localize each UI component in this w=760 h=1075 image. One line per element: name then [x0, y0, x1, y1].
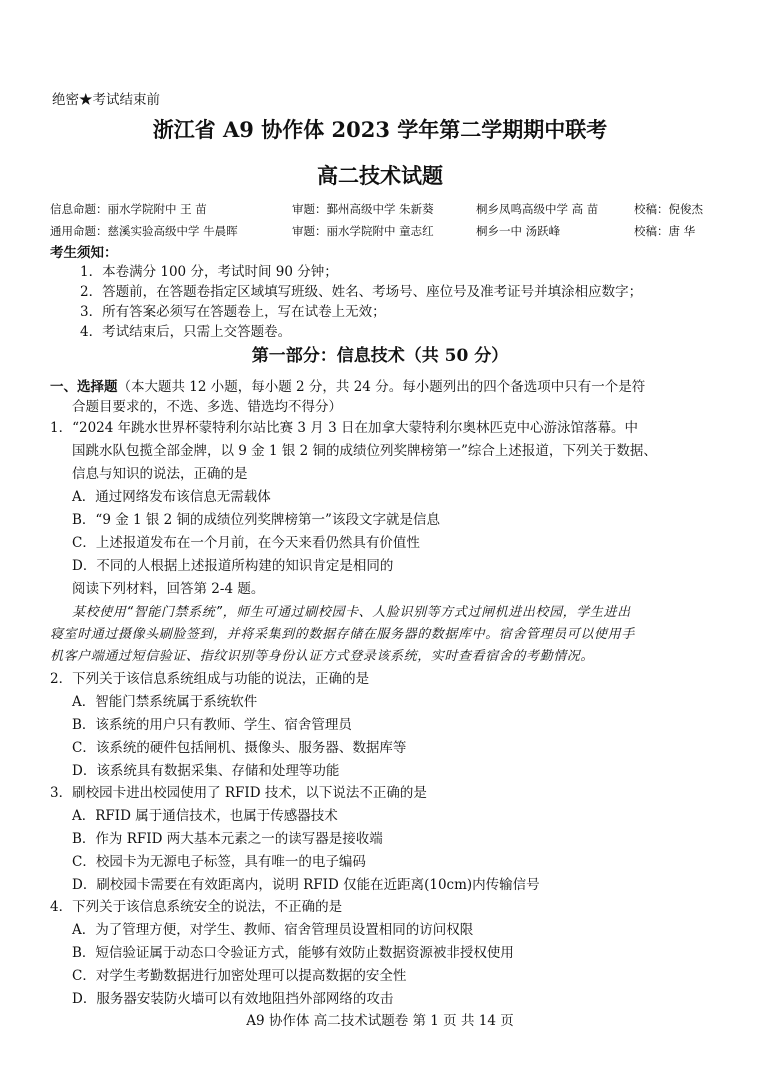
q3-option-a: A．RFID 属于通信技术，也属于传感器技术	[72, 808, 338, 824]
confidential-mark: 绝密★考试结束前	[52, 92, 160, 108]
q2-option-b: B．该系统的用户只有教师、学生、宿舍管理员	[72, 717, 352, 733]
exam-subtitle: 高二技术试题	[317, 163, 443, 188]
exam-title: 浙江省 A9 协作体 2023 学年第二学期期中联考	[152, 117, 608, 142]
notice-heading: 考生须知：	[50, 245, 118, 261]
section-heading	[50, 375, 645, 395]
material-line: 寝室时通过摄像头刷脸签到，并将采集到的数据存储在服务器的数据库中。宿舍管理员可以使用手	[50, 627, 635, 642]
q3-stem: 3．刷校园卡进出校园使用了 RFID 技术，以下说法不正确的是	[50, 785, 427, 801]
q1-stem: 1．“2024 年跳水世界杯蒙特利尔站比赛 3 月 3 日在加拿大蒙特利尔奥林匹克中心游泳馆落幕。中	[50, 420, 638, 436]
q4-option-b: B．短信验证属于动态口令验证方式，能够有效防止数据资源被非授权使用	[72, 945, 514, 961]
q4-option-a: A．为了管理方便，对学生、教师、宿舍管理员设置相同的访问权限	[72, 922, 474, 938]
credit-r1-b: 审题：鄞州高级中学 朱新葵	[292, 202, 434, 216]
q1-option-a: A．通过网络发布该信息无需载体	[72, 489, 271, 505]
q2-option-d: D．该系统具有数据采集、存储和处理等功能	[72, 763, 340, 779]
notice-item: 1．本卷满分 100 分，考试时间 90 分钟；	[80, 264, 338, 280]
part-title: 第一部分：信息技术（共 50 分）	[251, 346, 509, 366]
q1-stem: 国跳水队包揽全部金牌，以 9 金 1 银 2 铜的成绩位列奖牌榜第一”综合上述报道，下列关于数据、	[72, 443, 657, 459]
notice-item: 3．所有答案必须写在答题卷上，写在试卷上无效；	[80, 304, 386, 320]
page-footer: A9 协作体 高二技术试题卷 第 1 页 共 14 页	[246, 1013, 514, 1029]
credit-r1-a: 信息命题：丽水学院附中 王 苗	[50, 202, 207, 216]
credit-r2-d: 校稿：唐 华	[634, 224, 696, 238]
q1-stem: 信息与知识的说法，正确的是	[72, 466, 248, 482]
q4-option-d: D．服务器安装防火墙可以有效地阻挡外部网络的攻击	[72, 991, 394, 1007]
material-line: 机客户端通过短信验证、指纹识别等身份认证方式登录该系统，实时查看宿舍的考勤情况。	[50, 649, 595, 664]
q1-option-d: D．不同的人根据上述报道所构建的知识肯定是相同的	[72, 558, 394, 574]
q2-stem: 2．下列关于该信息系统组成与功能的说法，正确的是	[50, 671, 370, 687]
material-line: 某校使用“智能门禁系统”，师生可通过刷校园卡、人脸识别等方式过闸机进出校园，学生进出	[72, 605, 631, 620]
q3-option-d: D．刷校园卡需要在有效距离内，说明 RFID 仅能在近距离(10cm)内传输信号	[72, 877, 540, 893]
q3-option-b: B．作为 RFID 两大基本元素之一的读写器是接收端	[72, 831, 383, 847]
credit-r2-c: 桐乡一中 汤跃峰	[476, 224, 561, 238]
credit-r1-d: 校稿：倪俊杰	[634, 202, 703, 216]
section-desc-cont: 合题目要求的，不选、多选、错选均不得分）	[72, 399, 342, 415]
q1-option-c: C．上述报道发布在一个月前，在今天来看仍然具有价值性	[72, 535, 420, 551]
notice-item: 2．答题前，在答题卷指定区域填写班级、姓名、考场号、座位号及准考证号并填涂相应数字；	[80, 284, 643, 300]
credit-r2-a: 通用命题：慈溪实验高级中学 牛晨晖	[50, 224, 238, 238]
q2-option-a: A．智能门禁系统属于系统软件	[72, 694, 258, 710]
read-intro: 阅读下列材料，回答第 2-4 题。	[72, 581, 265, 597]
q4-stem: 4．下列关于该信息系统安全的说法，不正确的是	[50, 899, 343, 915]
section-desc: （本大题共 12 小题，每小题 2 分，共 24 分。每小题列出的四个备选项中只有一个是符	[117, 379, 646, 395]
credit-r2-b: 审题：丽水学院附中 童志红	[292, 224, 434, 238]
q2-option-c: C．该系统的硬件包括闸机、摄像头、服务器、数据库等	[72, 740, 407, 756]
credit-r1-c: 桐乡凤鸣高级中学 高 苗	[476, 202, 599, 216]
q3-option-c: C．校园卡为无源电子标签，具有唯一的电子编码	[72, 854, 366, 870]
q1-option-b: B．“9 金 1 银 2 铜的成绩位列奖牌榜第一”该段文字就是信息	[72, 512, 440, 528]
notice-item: 4．考试结束后，只需上交答题卷。	[80, 324, 292, 340]
section-label: 一、选择题	[50, 379, 118, 395]
q4-option-c: C．对学生考勤数据进行加密处理可以提高数据的安全性	[72, 968, 407, 984]
